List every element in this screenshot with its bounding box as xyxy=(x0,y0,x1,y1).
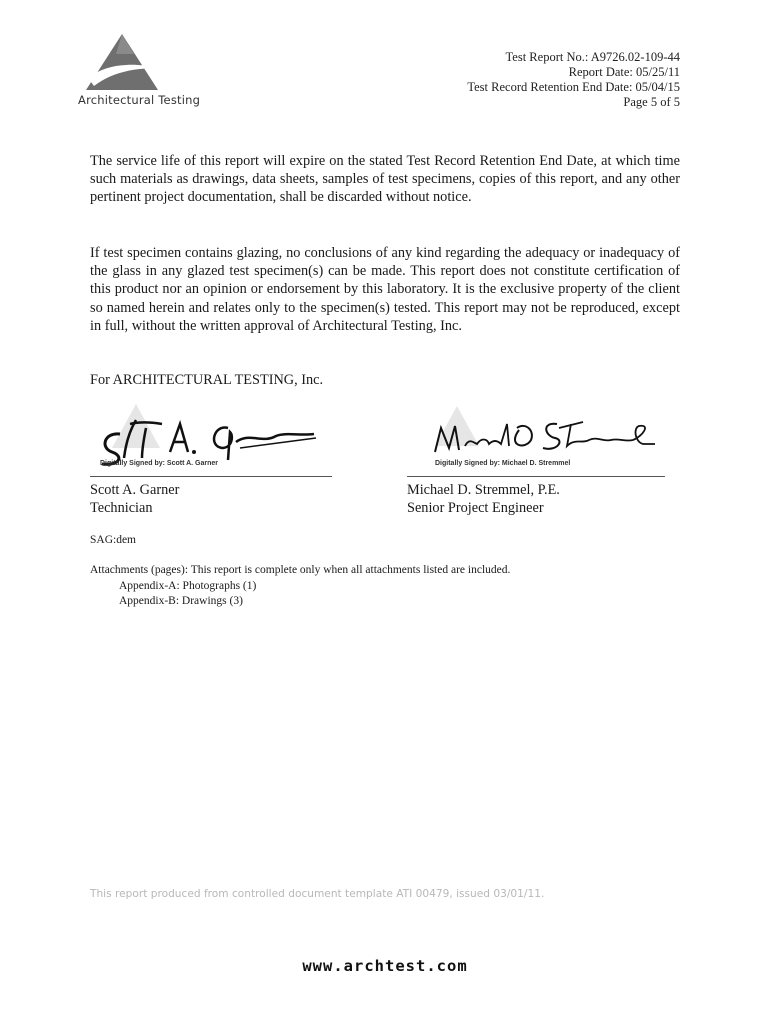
template-note: This report produced from controlled document template ATI 00479, issued 03/01/11. xyxy=(90,888,545,900)
attachment-item: Appendix-A: Photographs (1) xyxy=(119,579,257,592)
digital-signature-caption: Digitally Signed by: Scott A. Garner xyxy=(100,460,218,467)
signature-image xyxy=(90,402,332,474)
signer-title: Senior Project Engineer xyxy=(407,500,544,516)
attachments-intro: Attachments (pages): This report is complete only when all attachments listed are included. xyxy=(90,564,511,576)
report-header-info xyxy=(467,50,680,110)
logo-triangle-icon xyxy=(86,34,166,94)
glazing-disclaimer-paragraph: If test specimen contains glazing, no conclusions of any kind regarding the adequacy or inadequacy of the glass in any glazed test specimen(s) can be made. This report does not constitute certification of this product nor an opinion or endorsement by this laboratory. It is the exclusive property of the client so named herein and relates only to the specimen(s) tested. This report may not be reproduced, except in full, without the written approval of Architectural Testing, Inc. xyxy=(90,245,680,334)
report-number: Test Report No.: A9726.02-109-44 xyxy=(505,50,680,64)
signature-line xyxy=(90,476,332,477)
digital-signature-caption: Digitally Signed by: Michael D. Stremmel xyxy=(435,460,571,467)
signature-line xyxy=(407,476,665,477)
logo-text: Architectural Testing xyxy=(78,93,201,107)
retention-end-date: Test Record Retention End Date: 05/04/15 xyxy=(467,80,680,94)
service-life-paragraph: The service life of this report will expire on the stated Test Record Retention End Date, at which time such materials as drawings, data sheets, samples of test specimens, copies of this report, and any other pertinent project documentation, shall be discarded without notice. xyxy=(90,153,680,206)
signer-title: Technician xyxy=(90,500,153,516)
page-number: Page 5 of 5 xyxy=(623,95,680,109)
for-company-line: For ARCHITECTURAL TESTING, Inc. xyxy=(90,372,324,388)
website-link[interactable]: www.archtest.com xyxy=(302,957,468,975)
signer-name: Michael D. Stremmel, P.E. xyxy=(407,482,560,498)
author-initials: SAG:dem xyxy=(90,534,136,546)
report-date: Report Date: 05/25/11 xyxy=(568,65,680,79)
signature-block-technician xyxy=(90,402,332,517)
signature-block-engineer xyxy=(407,402,665,517)
signature-image xyxy=(407,402,665,474)
attachment-item: Appendix-B: Drawings (3) xyxy=(119,595,243,607)
attachments-section xyxy=(90,563,510,610)
signer-name: Scott A. Garner xyxy=(90,482,180,498)
company-logo xyxy=(78,34,218,112)
